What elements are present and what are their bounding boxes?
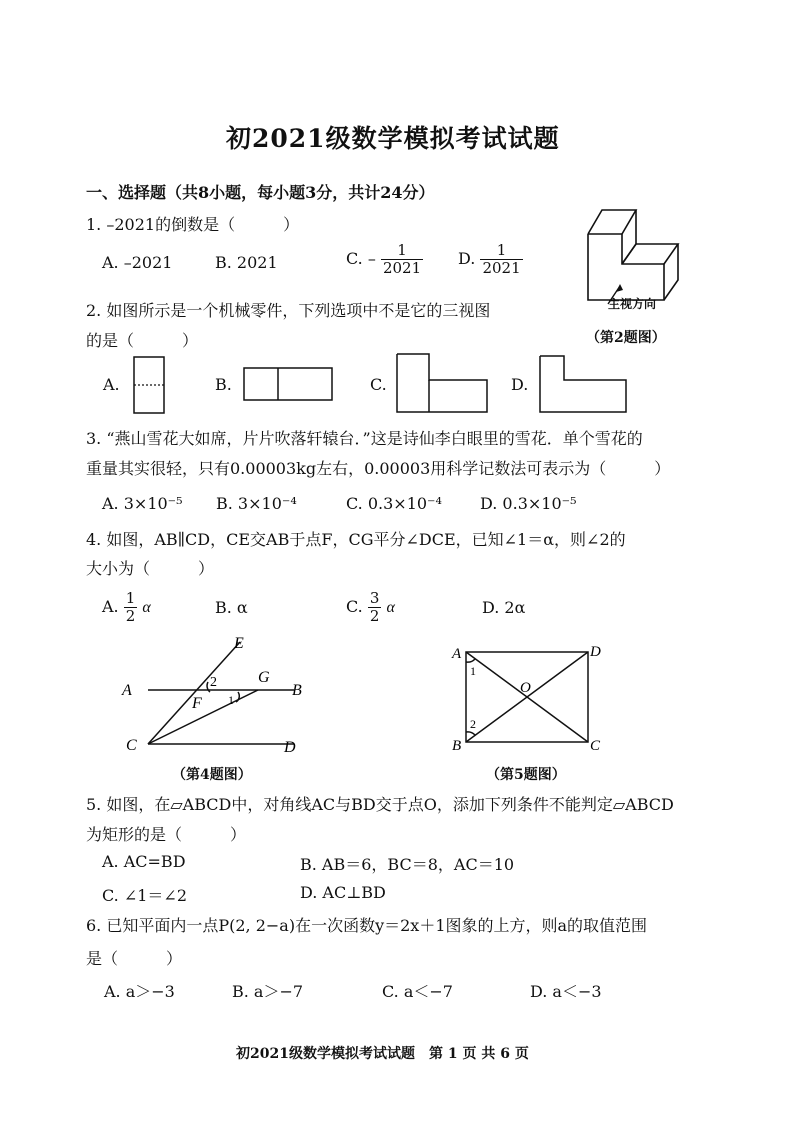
q4-angle-2-label: 2 <box>210 675 217 690</box>
page-footer: 初2021级数学模拟考试试题 第 1 页 共 6 页 <box>236 1046 529 1062</box>
q1-option-c-prefix: C. – <box>346 249 376 268</box>
q1-d-denominator: 2021 <box>482 259 521 277</box>
q5-label-o: O <box>520 680 531 696</box>
q1-option-d <box>458 242 523 277</box>
q4-angle-1-label: 1 <box>228 693 234 707</box>
q2-option-b: B. <box>215 375 232 394</box>
q5-option-c: C. ∠1＝∠2 <box>102 886 188 905</box>
q2-option-d: D. <box>511 375 529 394</box>
q1-option-c-fraction <box>381 242 423 277</box>
q5-figure-caption: （第5题图） <box>486 767 566 783</box>
q1-d-numerator: 1 <box>480 242 522 260</box>
q1-option-d-fraction <box>480 242 522 277</box>
q1-option-c <box>346 242 423 277</box>
q4-option-d: D. 2α <box>482 598 526 617</box>
q4-option-c-fraction <box>368 590 382 625</box>
q6-option-c: C. a＜−7 <box>382 982 453 1001</box>
q4-figure-caption: （第4题图） <box>172 767 252 783</box>
q2-figure-caption: （第2题图） <box>586 330 666 346</box>
page-title: 初2021级数学模拟考试试题 <box>226 124 560 153</box>
q4-a-denominator: 2 <box>125 607 136 625</box>
q1-stem: 1. –2021的倒数是（ ） <box>86 215 300 234</box>
q4-option-c <box>346 590 395 625</box>
q2-option-a-view <box>132 355 168 417</box>
q1-option-a: A. –2021 <box>102 253 173 272</box>
q5-stem-line2: 为矩形的是（ ） <box>86 825 247 844</box>
q6-stem-line2: 是（ ） <box>86 949 183 968</box>
q3-option-a: A. 3×10⁻⁵ <box>102 494 183 513</box>
q1-c-numerator: 1 <box>381 242 423 260</box>
q4-a-numerator: 1 <box>125 589 136 607</box>
q5-rectangle-figure <box>448 640 608 758</box>
q4-label-d: D <box>284 739 296 756</box>
q3-option-d: D. 0.3×10⁻⁵ <box>480 494 577 513</box>
q2-view-direction-label: 主视方向 <box>608 297 657 311</box>
q4-c-numerator: 3 <box>369 589 380 607</box>
q5-angle-2-label: 2 <box>470 717 476 731</box>
q6-option-b: B. a＞−7 <box>232 982 304 1001</box>
q4-line-cg <box>148 690 258 744</box>
q4-option-a-suffix: α <box>142 599 151 616</box>
q5-label-a: A <box>452 646 462 662</box>
q5-angle-1-label: 1 <box>470 664 476 678</box>
q1-option-b: B. 2021 <box>215 253 278 272</box>
q2-stem-line2: 的是（ ） <box>86 331 199 350</box>
q5-stem-line1: 5. 如图，在▱ABCD中，对角线AC与BD交于点O，添加下列条件不能判定▱ABCD <box>86 795 674 814</box>
q5-option-a: A. AC=BD <box>102 852 186 871</box>
q4-stem-line2: 大小为（ ） <box>86 559 215 578</box>
q2-option-a: A. <box>103 375 120 394</box>
q4-label-g: G <box>258 669 270 686</box>
q1-option-d-prefix: D. <box>458 249 476 268</box>
section-heading: 一、选择题（共8小题，每小题3分，共计24分） <box>86 183 435 202</box>
q4-geometry-figure <box>118 632 318 762</box>
q3-option-b: B. 3×10⁻⁴ <box>216 494 297 513</box>
q5-label-b: B <box>452 738 462 754</box>
q6-option-a: A. a＞−3 <box>104 982 175 1001</box>
q5-label-c: C <box>590 738 601 754</box>
q5-option-b: B. AB＝6，BC＝8，AC＝10 <box>300 855 515 874</box>
q4-option-a-fraction <box>124 590 138 625</box>
q5-option-d: D. AC⊥BD <box>300 883 386 902</box>
q4-option-c-prefix: C. <box>346 597 363 616</box>
q4-option-c-suffix: α <box>386 599 395 616</box>
q2-option-b-view <box>242 366 336 404</box>
q4-option-b: B. α <box>215 598 248 617</box>
q4-label-f: F <box>192 695 202 712</box>
q6-stem-line1: 6. 已知平面内一点P(2, 2−a)在一次函数y＝2x＋1图象的上方，则a的取值范围 <box>86 916 648 935</box>
q6-option-d: D. a＜−3 <box>530 982 602 1001</box>
q2-option-c-view <box>395 352 491 416</box>
q2-stem-line1: 2. 如图所示是一个机械零件，下列选项中不是它的三视图 <box>86 301 491 320</box>
q4-label-b: B <box>292 682 302 699</box>
q4-option-a <box>102 590 151 625</box>
q4-label-e: E <box>234 635 244 652</box>
q3-option-c: C. 0.3×10⁻⁴ <box>346 494 442 513</box>
q4-label-c: C <box>126 737 137 754</box>
q4-option-a-prefix: A. <box>102 597 119 616</box>
q4-label-a: A <box>122 682 132 699</box>
q2-option-d-view <box>538 354 630 416</box>
q4-stem-line1: 4. 如图，AB∥CD，CE交AB于点F，CG平分∠DCE，已知∠1＝α，则∠2的 <box>86 530 626 549</box>
q1-c-denominator: 2021 <box>382 259 422 277</box>
q4-c-denominator: 2 <box>369 607 380 625</box>
q4-line-ce <box>148 642 240 744</box>
q3-stem-line2: 重量其实很轻，只有0.00003kg左右，0.00003用科学记数法可表示为（ ） <box>86 459 671 478</box>
q5-label-d: D <box>590 644 601 660</box>
q3-stem-line1: 3. “燕山雪花大如席，片片吹落轩辕台．”这是诗仙李白眼里的雪花．单个雪花的 <box>86 429 643 448</box>
q2-option-c: C. <box>370 375 387 394</box>
